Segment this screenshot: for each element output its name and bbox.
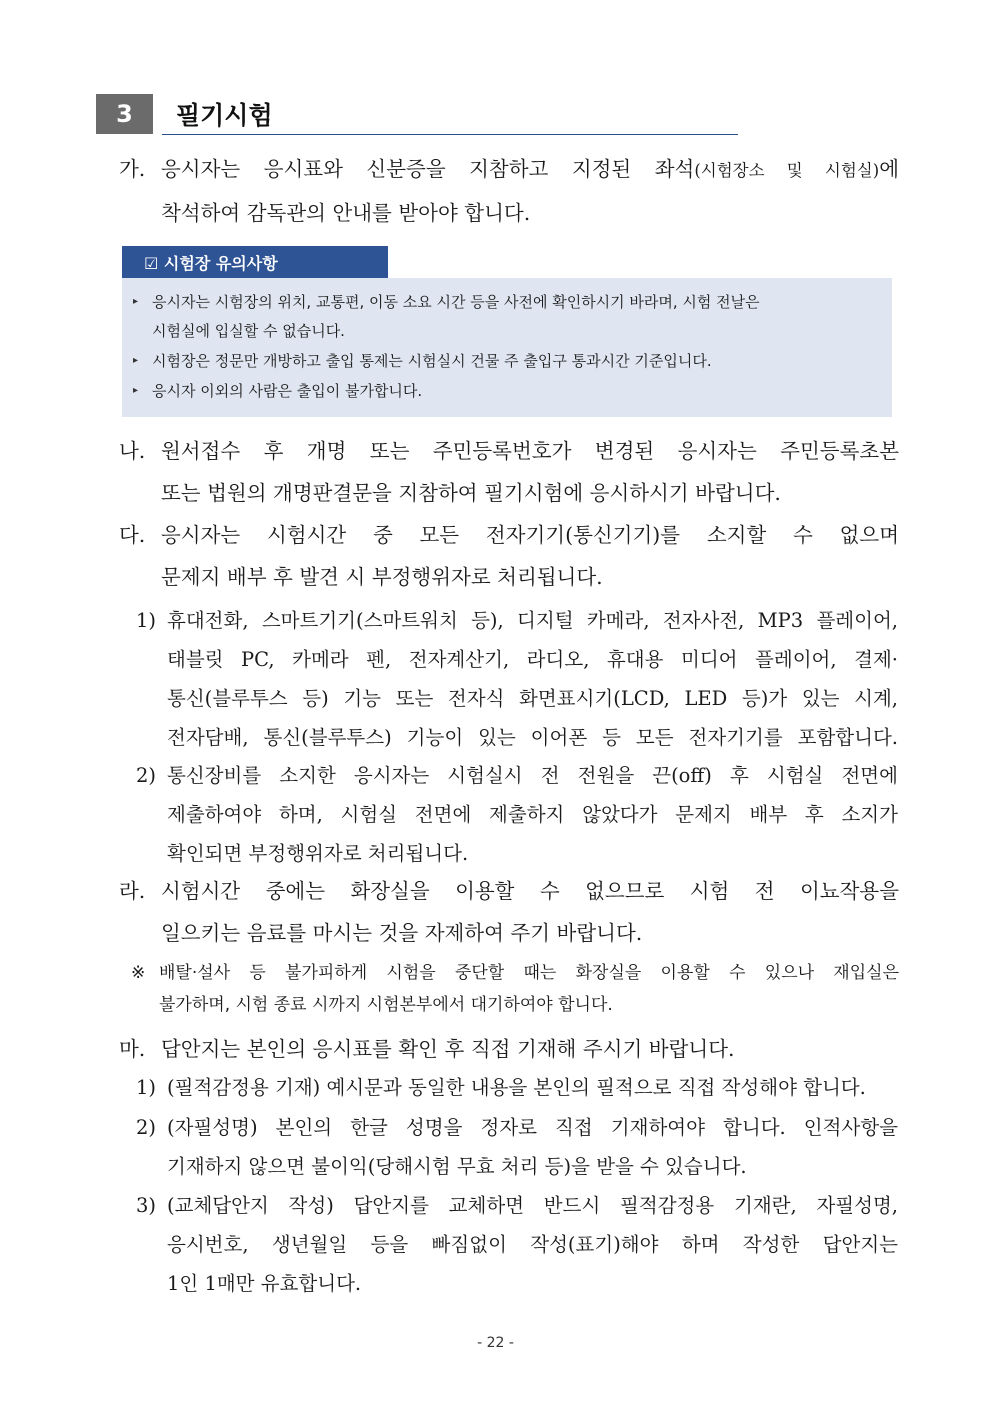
item-line: 태블릿 PC, 카메라 펜, 전자계산기, 라디오, 휴대용 미디어 플레이어, 결제·	[167, 648, 898, 671]
paragraph-line: 착석하여 감독관의 안내를 받아야 합니다.	[161, 201, 531, 225]
bullet-icon: ▸	[133, 296, 139, 307]
notice-box	[122, 278, 892, 417]
notice-text: 응시자는 시험장의 위치, 교통편, 이동 소요 시간 등을 사전에 확인하시기 바라며, 시험 전날은	[152, 293, 760, 311]
paragraph-line: 답안지는 본인의 응시표를 확인 후 직접 기재해 주시기 바랍니다.	[161, 1037, 735, 1061]
item-line: 제출하여야 하며, 시험실 전면에 제출하지 않았다가 문제지 배부 후 소지가	[167, 803, 898, 826]
paragraph-line: 또는 법원의 개명판결문을 지참하여 필기시험에 응시하시기 바랍니다.	[161, 481, 781, 505]
paragraph-da	[119, 514, 899, 598]
paragraph-marker: 나.	[119, 439, 146, 463]
bullet-icon: ▸	[133, 355, 139, 366]
item-line: 응시번호, 생년월일 등을 빠짐없이 작성(표기)해야 하며 작성한 답안지는	[167, 1233, 898, 1256]
notice-title: ☑ 시험장 유의사항	[122, 246, 388, 278]
section-heading	[96, 94, 738, 136]
notice-item	[133, 351, 887, 371]
paragraph-line: 시험시간 중에는 화장실을 이용할 수 없으므로 시험 전 이뇨작용을	[161, 879, 899, 903]
text-main: 응시자는 응시표와 신분증을 지참하고 지정된 좌석	[161, 157, 695, 181]
item-marker: 2)	[136, 1116, 157, 1139]
paragraph-na	[119, 430, 899, 514]
note-marker: ※	[131, 963, 146, 983]
item-line: 전자담배, 통신(블루투스) 기능이 있는 이어폰 등 모든 전자기기를 포함합니다.	[167, 726, 898, 749]
item-line: (자필성명) 본인의 한글 성명을 정자로 직접 기재하여야 합니다. 인적사항을	[167, 1116, 898, 1139]
paragraph-ga	[119, 148, 899, 234]
note-ra	[131, 957, 899, 1021]
paragraph-line: 응시자는 시험시간 중 모든 전자기기(통신기기)를 소지할 수 없으며	[161, 523, 899, 547]
item-line: 통신(블루투스 등) 기능 또는 전자식 화면표시기(LCD, LED 등)가 있는 시계,	[167, 687, 898, 710]
paragraph-line: 문제지 배부 후 발견 시 부정행위자로 처리됩니다.	[161, 565, 603, 589]
item-marker: 2)	[136, 764, 157, 787]
list-item-ma-1	[136, 1068, 898, 1107]
item-line: (교체답안지 작성) 답안지를 교체하면 반드시 필적감정용 기재란, 자필성명,	[167, 1194, 898, 1217]
paragraph-line: 원서접수 후 개명 또는 주민등록번호가 변경된 응시자는 주민등록초본	[161, 439, 899, 463]
item-line: 1인 1매만 유효합니다.	[167, 1272, 362, 1295]
text-end: 에	[879, 157, 899, 181]
item-line: 휴대전화, 스마트기기(스마트워치 등), 디지털 카메라, 전자사전, MP3 플레이어,	[167, 609, 898, 632]
notice-item-continuation: 시험실에 입실할 수 없습니다.	[152, 322, 345, 340]
paragraph-marker: 다.	[119, 523, 146, 547]
item-marker: 1)	[136, 1076, 157, 1099]
page-number: - 22 -	[477, 1335, 514, 1351]
item-marker: 3)	[136, 1194, 157, 1217]
note-line: 불가하며, 시험 종료 시까지 시험본부에서 대기하여야 합니다.	[159, 995, 613, 1015]
section-underline	[162, 134, 738, 135]
list-item-da-1	[136, 601, 898, 757]
item-line: 기재하지 않으면 불이익(당해시험 무효 처리 등)을 받을 수 있습니다.	[167, 1155, 747, 1178]
paragraph-ma	[119, 1028, 899, 1070]
paragraph-line: 일으키는 음료를 마시는 것을 자제하여 주기 바랍니다.	[161, 921, 643, 945]
list-item-da-2	[136, 756, 898, 873]
paragraph-marker: 가.	[119, 157, 146, 181]
section-title: 필기시험	[176, 101, 273, 130]
item-line: 통신장비를 소지한 응시자는 시험실시 전 전원을 끈(off) 후 시험실 전면에	[167, 764, 898, 787]
list-item-ma-3	[136, 1186, 898, 1303]
notice-text: 시험장은 정문만 개방하고 출입 통제는 시험실시 건물 주 출입구 통과시간 기준입니다.	[152, 352, 712, 370]
paragraph-marker: 라.	[119, 879, 146, 903]
notice-text: 응시자 이외의 사람은 출입이 불가합니다.	[152, 382, 423, 400]
item-marker: 1)	[136, 609, 157, 632]
note-line: 배탈·설사 등 불가피하게 시험을 중단할 때는 화장실을 이용할 수 있으나 재입실은	[159, 963, 899, 983]
paragraph-marker: 마.	[119, 1037, 146, 1061]
list-item-ma-2	[136, 1108, 898, 1186]
item-line: 확인되면 부정행위자로 처리됩니다.	[167, 842, 469, 865]
section-number: 3	[96, 94, 153, 134]
notice-item	[133, 381, 887, 401]
text-paren: (시험장소 및 시험실)	[694, 161, 880, 180]
paragraph-ra	[119, 870, 899, 954]
bullet-icon: ▸	[133, 385, 139, 396]
notice-item	[133, 292, 887, 312]
paragraph-line	[119, 148, 899, 192]
item-line: (필적감정용 기재) 예시문과 동일한 내용을 본인의 필적으로 직접 작성해야 합니다.	[167, 1076, 866, 1099]
